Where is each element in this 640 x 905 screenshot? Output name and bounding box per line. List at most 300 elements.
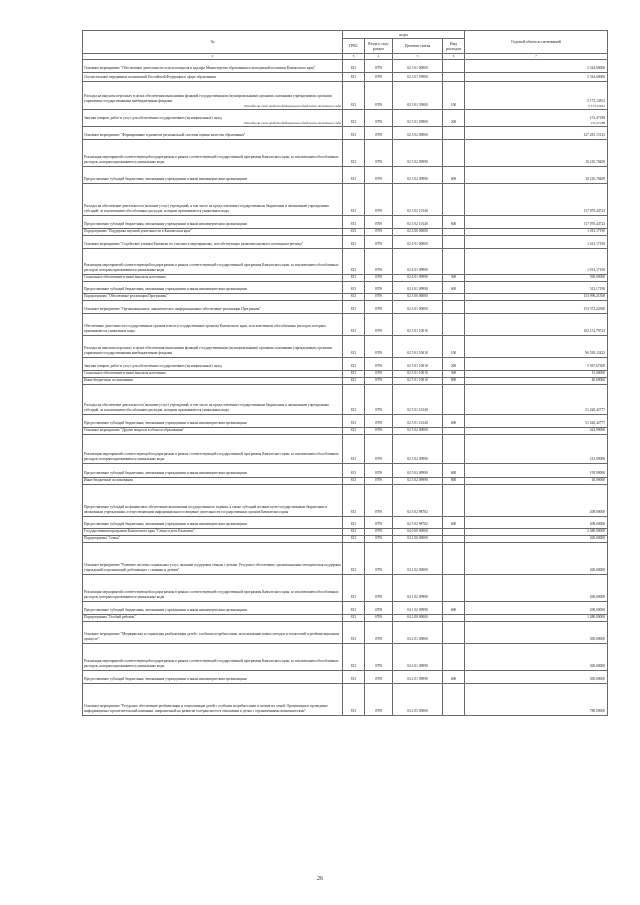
row-sum bbox=[465, 427, 608, 434]
row-name-text: Реализация мероприятий соответствующей подпрограммы в рамках соответствующей государственной программы Камчатского края, за исключением обособленных расходов, которым присваиваются уникальные коды bbox=[84, 590, 339, 600]
header-annual: Годовой объем ассигнований bbox=[465, 31, 608, 54]
row-sum bbox=[465, 535, 608, 542]
table-row bbox=[83, 274, 608, 281]
row-sum-value: 1 013,17190 bbox=[587, 229, 606, 234]
column-number: 2 bbox=[211, 54, 214, 58]
row-section: 0709 bbox=[365, 621, 393, 643]
row-sum-value: 200,00000 bbox=[589, 608, 606, 613]
row-target: 02 5 02 09990 bbox=[393, 477, 443, 484]
row-sum bbox=[465, 670, 608, 683]
table-row bbox=[83, 427, 608, 434]
row-exp-type bbox=[443, 313, 465, 335]
row-name-text: Подпрограмма "Обеспечение реализации Программы" bbox=[84, 294, 168, 299]
row-sum-value: 51 420,42777 bbox=[585, 408, 606, 413]
row-name-text: Предоставление субсидий бюджетным, автономным учреждениям и иным некоммерческим организациям bbox=[84, 471, 247, 476]
row-name bbox=[83, 643, 343, 670]
row-section: 0709 bbox=[365, 81, 393, 109]
table-row bbox=[83, 477, 608, 484]
row-grbs: 813 bbox=[343, 293, 365, 300]
row-name-text: Основное мероприятие "Организационное, аналитическое, информационное обеспечение реализации Программы" bbox=[84, 307, 261, 312]
row-exp-type bbox=[443, 248, 465, 274]
row-sum bbox=[465, 281, 608, 293]
row-sum-value: 200,00000 bbox=[589, 595, 606, 600]
row-exp-type bbox=[443, 484, 465, 516]
row-target: 02 5 01 10010 bbox=[393, 335, 443, 357]
row-sum bbox=[465, 183, 608, 215]
row-name-text: Социальное обеспечение и иные выплаты населению bbox=[84, 371, 166, 376]
row-grbs: 813 bbox=[343, 621, 365, 643]
row-name-text: Реализация мероприятий соответствующей подпрограммы в рамках соответствующей государственной программы Камчатского края, за исключением обособленных расходов, которым присваиваются уникальные коды bbox=[84, 263, 339, 273]
row-name bbox=[83, 313, 343, 335]
row-exp-type bbox=[443, 434, 465, 463]
row-section: 0709 bbox=[365, 601, 393, 614]
row-grbs: 813 bbox=[343, 139, 365, 166]
row-grbs: 813 bbox=[343, 335, 365, 357]
row-grbs: 813 bbox=[343, 643, 365, 670]
row-section: 0709 bbox=[365, 72, 393, 81]
table-row bbox=[83, 683, 608, 715]
row-sum bbox=[465, 59, 608, 72]
row-name-text: Расходы на выплаты персоналу в целях обеспечения выполнения функций государственными (муниципальными) органами, казенными учреждениями, органами управления государственными внебюджетными фондами bbox=[84, 93, 332, 103]
row-grbs: 813 bbox=[343, 126, 365, 139]
row-section: 0709 bbox=[365, 274, 393, 281]
column-number: . bbox=[85, 54, 86, 58]
row-exp-type: 600 bbox=[443, 281, 465, 293]
row-sum-value: 153 996,21500 bbox=[583, 294, 606, 299]
row-exp-type: 600 bbox=[443, 601, 465, 614]
row-sum bbox=[465, 248, 608, 274]
row-sum-value: 300,00000 bbox=[589, 637, 606, 642]
row-exp-type bbox=[443, 59, 465, 72]
table-row bbox=[83, 614, 608, 621]
header-target: Целевая статья bbox=[393, 39, 443, 54]
row-name bbox=[83, 477, 343, 484]
row-target: 04 2 01 00000 bbox=[393, 621, 443, 643]
header-num: № bbox=[83, 31, 343, 54]
row-section: 0709 bbox=[365, 670, 393, 683]
row-sum-value: 200,00000 bbox=[589, 536, 606, 541]
table-row bbox=[83, 335, 608, 357]
budget-table bbox=[82, 30, 608, 716]
row-name bbox=[83, 335, 343, 357]
row-sum bbox=[465, 484, 608, 516]
row-grbs: 813 bbox=[343, 477, 365, 484]
row-target: 04 2 01 09990 bbox=[393, 670, 443, 683]
row-exp-type: 600 bbox=[443, 516, 465, 528]
table-row bbox=[83, 384, 608, 414]
row-exp-type: 300 bbox=[443, 274, 465, 281]
row-name bbox=[83, 293, 343, 300]
table-row bbox=[83, 528, 608, 535]
row-sum bbox=[465, 313, 608, 335]
row-grbs: 813 bbox=[343, 215, 365, 228]
row-grbs: 813 bbox=[343, 72, 365, 81]
row-exp-type bbox=[443, 574, 465, 601]
row-sum bbox=[465, 109, 608, 126]
row-sum-value: 10 210,70400 bbox=[585, 177, 606, 182]
row-target: 02 3 02 10140 bbox=[393, 183, 443, 215]
column-number: 5 bbox=[393, 54, 443, 60]
row-sum-value: 1 480,00000 bbox=[587, 615, 606, 620]
row-target: 02 3 01 59900 bbox=[393, 109, 443, 126]
table-row bbox=[83, 293, 608, 300]
row-section: 0709 bbox=[365, 477, 393, 484]
row-name bbox=[83, 183, 343, 215]
row-section: 0709 bbox=[365, 59, 393, 72]
row-exp-type: 100 bbox=[443, 335, 465, 357]
row-sum-value: 200,00000 bbox=[589, 568, 606, 573]
row-section: 0709 bbox=[365, 293, 393, 300]
row-name-text: Предоставление субсидий бюджетным, автономным учреждениям и иным некоммерческим организациям bbox=[84, 522, 247, 527]
row-sum bbox=[465, 370, 608, 377]
row-name bbox=[83, 248, 343, 274]
column-number: 7 bbox=[465, 54, 608, 60]
row-section: 0709 bbox=[365, 384, 393, 414]
row-name-text: Реализация мероприятий соответствующей подпрограммы в рамках соответствующей государственной программы Камчатского края, за исключением обособленных расходов, которым присваиваются уникальные коды bbox=[84, 155, 339, 165]
row-name-text: Предоставление субсидий бюджетным, автономным учреждениям и иным некоммерческим организациям bbox=[84, 222, 247, 227]
row-exp-type bbox=[443, 293, 465, 300]
row-grbs: 813 bbox=[343, 670, 365, 683]
row-name bbox=[83, 274, 343, 281]
table-row bbox=[83, 643, 608, 670]
row-exp-type: 600 bbox=[443, 670, 465, 683]
row-name-text: Основное мероприятие "Содействие ученым Камчатки по участию в мероприятиях, способствующих развитию научного потенциала региона" bbox=[84, 242, 304, 247]
row-target: 02 3 02 10140 bbox=[393, 215, 443, 228]
row-name-text: Расходы на обеспечение деятельности (оказание услуг) учреждений, в том числе на предоставление государственным бюджетным и автономным учреждениям субсидий, за исключением обособленных расходов, которым присваиваются уникальные коды bbox=[84, 204, 329, 214]
row-sum-value: 96 529,12423 bbox=[585, 351, 606, 356]
row-sum bbox=[465, 228, 608, 235]
row-target: 04 1 00 00000 bbox=[393, 535, 443, 542]
row-exp-type: 800 bbox=[443, 477, 465, 484]
row-target: 02 3 02 00000 bbox=[393, 126, 443, 139]
row-name bbox=[83, 81, 343, 109]
row-grbs: 813 bbox=[343, 414, 365, 427]
row-sum bbox=[465, 414, 608, 427]
row-note: Расходы за счет средств федерального бюджета отчетного года bbox=[244, 120, 341, 125]
row-note: Расходы за счет средств федерального бюджета отчетного года bbox=[244, 103, 341, 108]
row-name bbox=[83, 59, 343, 72]
row-name-text: Иные бюджетные ассигнования bbox=[84, 478, 133, 483]
row-sum bbox=[465, 235, 608, 248]
table-row bbox=[83, 313, 608, 335]
table-row bbox=[83, 357, 608, 370]
table-row bbox=[83, 601, 608, 614]
row-name bbox=[83, 370, 343, 377]
table-row bbox=[83, 574, 608, 601]
row-name bbox=[83, 516, 343, 528]
header-row-1 bbox=[83, 31, 608, 39]
row-name-text: Предоставление субсидий бюджетным, автономным учреждениям и иным некоммерческим организациям bbox=[84, 677, 247, 682]
row-name bbox=[83, 300, 343, 313]
row-name bbox=[83, 601, 343, 614]
row-grbs: 813 bbox=[343, 300, 365, 313]
row-name-text: Предоставление субсидий бюджетным, автономным учреждениям и иным некоммерческим организациям bbox=[84, 287, 247, 292]
row-grbs: 813 bbox=[343, 535, 365, 542]
row-name bbox=[83, 235, 343, 248]
table-row bbox=[83, 542, 608, 574]
row-name bbox=[83, 463, 343, 477]
column-number: 6 bbox=[443, 54, 465, 60]
row-name bbox=[83, 72, 343, 81]
row-section: 0709 bbox=[365, 166, 393, 183]
row-name bbox=[83, 574, 343, 601]
row-grbs: 813 bbox=[343, 357, 365, 370]
row-sum bbox=[465, 542, 608, 574]
row-name bbox=[83, 683, 343, 715]
row-exp-type: 200 bbox=[443, 357, 465, 370]
row-sum-value: 5 324,60000 bbox=[587, 75, 606, 80]
row-section: 0709 bbox=[365, 139, 393, 166]
row-grbs: 813 bbox=[343, 601, 365, 614]
row-grbs: 813 bbox=[343, 59, 365, 72]
row-sum-value: 300,00000 bbox=[589, 664, 606, 669]
row-exp-type: 100 bbox=[443, 81, 465, 109]
row-sum-value: 51 420,42777 bbox=[585, 421, 606, 426]
row-target: 02 5 01 10010 bbox=[393, 377, 443, 384]
row-grbs: 813 bbox=[343, 528, 365, 535]
row-exp-type: 800 bbox=[443, 377, 465, 384]
table-row bbox=[83, 126, 608, 139]
row-name-text: Основное мероприятие "Развитие системы социальных услуг, оказание поддержки семьям с детьми. Ресурсное обеспечение, организационно-методическая поддержка учреждений и организаций, работающих с семьями и детьми" bbox=[84, 563, 341, 573]
row-sum-value: 5 567,67300 bbox=[587, 364, 606, 369]
row-sum-value: 40,00000 bbox=[591, 378, 606, 383]
row-sum bbox=[465, 377, 608, 384]
row-target: 04 1 02 09990 bbox=[393, 574, 443, 601]
row-name-text: Расходы на обеспечение деятельности (оказание услуг) учреждений, в том числе на предоставление государственным бюджетным и автономным учреждениям субсидий, за исключением обособленных расходов, которым присваиваются уникальные коды bbox=[84, 403, 329, 413]
row-section: 0709 bbox=[365, 228, 393, 235]
table-row bbox=[83, 281, 608, 293]
row-section: 0709 bbox=[365, 183, 393, 215]
row-section: 0709 bbox=[365, 434, 393, 463]
row-target: 02 5 01 00000 bbox=[393, 300, 443, 313]
row-exp-type: 600 bbox=[443, 414, 465, 427]
row-name-text: Основное мероприятие "Другие вопросы в области образования" bbox=[84, 428, 184, 433]
table-row bbox=[83, 300, 608, 313]
row-sum-value: 215,99000 bbox=[589, 457, 606, 462]
row-target: 02 5 02 98702 bbox=[393, 484, 443, 516]
row-sum bbox=[465, 72, 608, 81]
row-name-text: Расходы на выплаты персоналу в целях обеспечения выполнения функций государственными (муниципальными) органами, казенными учреждениями, органами управления государственными внебюджетными фондами bbox=[84, 346, 332, 356]
row-grbs: 813 bbox=[343, 516, 365, 528]
row-section: 0709 bbox=[365, 335, 393, 357]
row-name-text: Основное мероприятие "Формирование и развитие региональной системы оценки качества образования" bbox=[84, 133, 246, 138]
row-target: 02 4 01 09990 bbox=[393, 281, 443, 293]
row-sum-value: 117 070,44723 bbox=[583, 222, 606, 227]
row-name bbox=[83, 427, 343, 434]
table-row bbox=[83, 59, 608, 72]
row-name-text: Осуществление переданных полномочий Российской Федерации в сфере образования bbox=[84, 75, 216, 80]
row-section: 0709 bbox=[365, 357, 393, 370]
row-name-text: Предоставление субсидий бюджетным, автономным учреждениям и иным некоммерческим организациям bbox=[84, 421, 247, 426]
row-exp-type bbox=[443, 300, 465, 313]
row-sum-value: 208,00000 bbox=[589, 510, 606, 515]
row-name bbox=[83, 614, 343, 621]
row-sum bbox=[465, 384, 608, 414]
row-target: 02 3 01 00000 bbox=[393, 59, 443, 72]
row-sum-value: 10 210,70400 bbox=[585, 160, 606, 165]
row-section: 0709 bbox=[365, 248, 393, 274]
row-section: 0709 bbox=[365, 528, 393, 535]
header-section: Раздел, под-раздел bbox=[365, 39, 393, 54]
table-row bbox=[83, 228, 608, 235]
row-name-text: Закупка товаров, работ и услуг для обеспечения государственных (муниципальных) нужд bbox=[84, 115, 222, 120]
row-sum-value: 208,00000 bbox=[589, 522, 606, 527]
row-section: 0709 bbox=[365, 281, 393, 293]
row-name bbox=[83, 434, 343, 463]
row-target: 02 4 01 09990 bbox=[393, 274, 443, 281]
row-target: 02 3 01 59900 bbox=[393, 72, 443, 81]
row-sum-value: 513,17190 bbox=[589, 287, 606, 292]
row-sum bbox=[465, 215, 608, 228]
column-number-cell bbox=[83, 54, 343, 60]
row-sum bbox=[465, 477, 608, 484]
row-grbs: 813 bbox=[343, 248, 365, 274]
table-row bbox=[83, 414, 608, 427]
row-sum-value: 102 151,79723 bbox=[583, 329, 606, 334]
row-exp-type: 300 bbox=[443, 370, 465, 377]
row-exp-type bbox=[443, 614, 465, 621]
row-grbs: 813 bbox=[343, 228, 365, 235]
row-sum bbox=[465, 516, 608, 528]
row-sum-value: 15,00000 bbox=[591, 371, 606, 376]
header-exp-type: Вид расходов bbox=[443, 39, 465, 54]
row-sum-value: 2 480,00000 bbox=[587, 529, 606, 534]
row-exp-type bbox=[443, 683, 465, 715]
row-sum bbox=[465, 335, 608, 357]
row-name bbox=[83, 528, 343, 535]
column-number: 3 bbox=[343, 54, 365, 60]
row-name bbox=[83, 357, 343, 370]
column-number: 4 bbox=[365, 54, 393, 60]
row-name-text: Предоставление субсидий на финансовое обеспечение выполнения государственного задания, а также субсидий на иные цели государственным бюджетным и автономным учреждениям, осуществляющим информационное освещение деятельности государственных органов Камчатского края bbox=[84, 505, 328, 515]
row-exp-type bbox=[443, 528, 465, 535]
row-target: 02 4 00 00000 bbox=[393, 228, 443, 235]
row-sum-value: 500,00000 bbox=[589, 275, 606, 280]
row-exp-type bbox=[443, 72, 465, 81]
row-sum-value: 20,00000 bbox=[591, 478, 606, 483]
row-grbs: 813 bbox=[343, 463, 365, 477]
row-name bbox=[83, 384, 343, 414]
row-grbs: 813 bbox=[343, 281, 365, 293]
row-target: 02 5 02 09990 bbox=[393, 434, 443, 463]
row-name-text: Подпрограмма "Поддержка научной деятельности в Камчатском крае" bbox=[84, 229, 192, 234]
table-row bbox=[83, 235, 608, 248]
row-sum bbox=[465, 166, 608, 183]
table-row bbox=[83, 248, 608, 274]
table-row bbox=[83, 139, 608, 166]
row-target: 02 3 02 09990 bbox=[393, 139, 443, 166]
row-section: 0709 bbox=[365, 463, 393, 477]
row-name-text: Подпрограмма "Семья" bbox=[84, 536, 121, 541]
row-target: 02 5 02 09990 bbox=[393, 463, 443, 477]
row-section: 0709 bbox=[365, 313, 393, 335]
row-name-text: Подпрограмма "Особый ребенок" bbox=[84, 615, 136, 620]
row-name bbox=[83, 670, 343, 683]
row-sum-value: 127 281,15123 bbox=[583, 133, 606, 138]
row-exp-type: 200 bbox=[443, 109, 465, 126]
row-sum bbox=[465, 293, 608, 300]
row-exp-type bbox=[443, 384, 465, 414]
table-row bbox=[83, 670, 608, 683]
row-name-text: Основное мероприятие "Медицинская и социальная реабилитация детей с особыми потребностями, использование новых методов и технологий в реабилитационном процессе" bbox=[84, 632, 339, 642]
row-section: 0709 bbox=[365, 235, 393, 248]
row-grbs: 813 bbox=[343, 313, 365, 335]
row-name-text: Предоставление субсидий бюджетным, автономным учреждениям и иным некоммерческим организациям bbox=[84, 177, 247, 182]
row-name bbox=[83, 535, 343, 542]
row-exp-type bbox=[443, 427, 465, 434]
row-section: 0709 bbox=[365, 126, 393, 139]
row-name bbox=[83, 414, 343, 427]
row-section: 0709 bbox=[365, 427, 393, 434]
table-row bbox=[83, 516, 608, 528]
row-section: 0709 bbox=[365, 542, 393, 574]
row-sum bbox=[465, 81, 608, 109]
row-grbs: 813 bbox=[343, 427, 365, 434]
row-sum bbox=[465, 434, 608, 463]
row-sum-value: 195,99000 bbox=[589, 471, 606, 476]
row-target: 02 4 01 00000 bbox=[393, 235, 443, 248]
row-sum-value: 153 572,22500 bbox=[583, 307, 606, 312]
table-row bbox=[83, 109, 608, 126]
row-exp-type bbox=[443, 183, 465, 215]
table-row bbox=[83, 377, 608, 384]
row-target: 02 5 02 98702 bbox=[393, 516, 443, 528]
row-grbs: 813 bbox=[343, 81, 365, 109]
row-name-text: Реализация мероприятий соответствующей подпрограммы в рамках соответствующей государственной программы Камчатского края, за исключением обособленных расходов, которым присваиваются уникальные коды bbox=[84, 659, 339, 669]
row-name-text: Государственная программа Камчатского края "Семья и дети Камчатки" bbox=[84, 529, 195, 534]
row-target: 02 5 01 10010 bbox=[393, 313, 443, 335]
row-exp-type bbox=[443, 126, 465, 139]
row-sum bbox=[465, 357, 608, 370]
row-target: 04 2 01 09990 bbox=[393, 643, 443, 670]
row-target: 04 0 00 00000 bbox=[393, 528, 443, 535]
row-name bbox=[83, 126, 343, 139]
row-sum bbox=[465, 139, 608, 166]
row-exp-type bbox=[443, 621, 465, 643]
row-sum bbox=[465, 614, 608, 621]
row-sum bbox=[465, 683, 608, 715]
row-name-text: Реализация мероприятий соответствующей подпрограммы в рамках соответствующей государственной программы Камчатского края, за исключением обособленных расходов, которым присваиваются уникальные коды bbox=[84, 452, 339, 462]
row-target: 02 3 01 59900 bbox=[393, 81, 443, 109]
row-grbs: 813 bbox=[343, 683, 365, 715]
row-grbs: 813 bbox=[343, 614, 365, 621]
row-grbs: 813 bbox=[343, 235, 365, 248]
row-section: 0709 bbox=[365, 300, 393, 313]
row-name bbox=[83, 377, 343, 384]
row-target: 04 2 00 00000 bbox=[393, 614, 443, 621]
row-name bbox=[83, 281, 343, 293]
row-section: 0709 bbox=[365, 614, 393, 621]
row-exp-type bbox=[443, 542, 465, 574]
row-sum bbox=[465, 601, 608, 614]
row-section: 0709 bbox=[365, 215, 393, 228]
table-row bbox=[83, 183, 608, 215]
row-grbs: 813 bbox=[343, 274, 365, 281]
row-name-text: Социальное обеспечение и иные выплаты населению bbox=[84, 275, 166, 280]
row-sum-note: 151,47188 bbox=[590, 120, 606, 125]
row-section: 0709 bbox=[365, 370, 393, 377]
row-sum-value: 423,99000 bbox=[589, 428, 606, 433]
row-section: 0709 bbox=[365, 377, 393, 384]
row-name-text: Иные бюджетные ассигнования bbox=[84, 378, 133, 383]
table-row bbox=[83, 535, 608, 542]
row-target: 02 3 02 09990 bbox=[393, 166, 443, 183]
row-section: 0709 bbox=[365, 484, 393, 516]
row-exp-type: 600 bbox=[443, 215, 465, 228]
row-name bbox=[83, 139, 343, 166]
table-row bbox=[83, 81, 608, 109]
row-section: 0709 bbox=[365, 535, 393, 542]
